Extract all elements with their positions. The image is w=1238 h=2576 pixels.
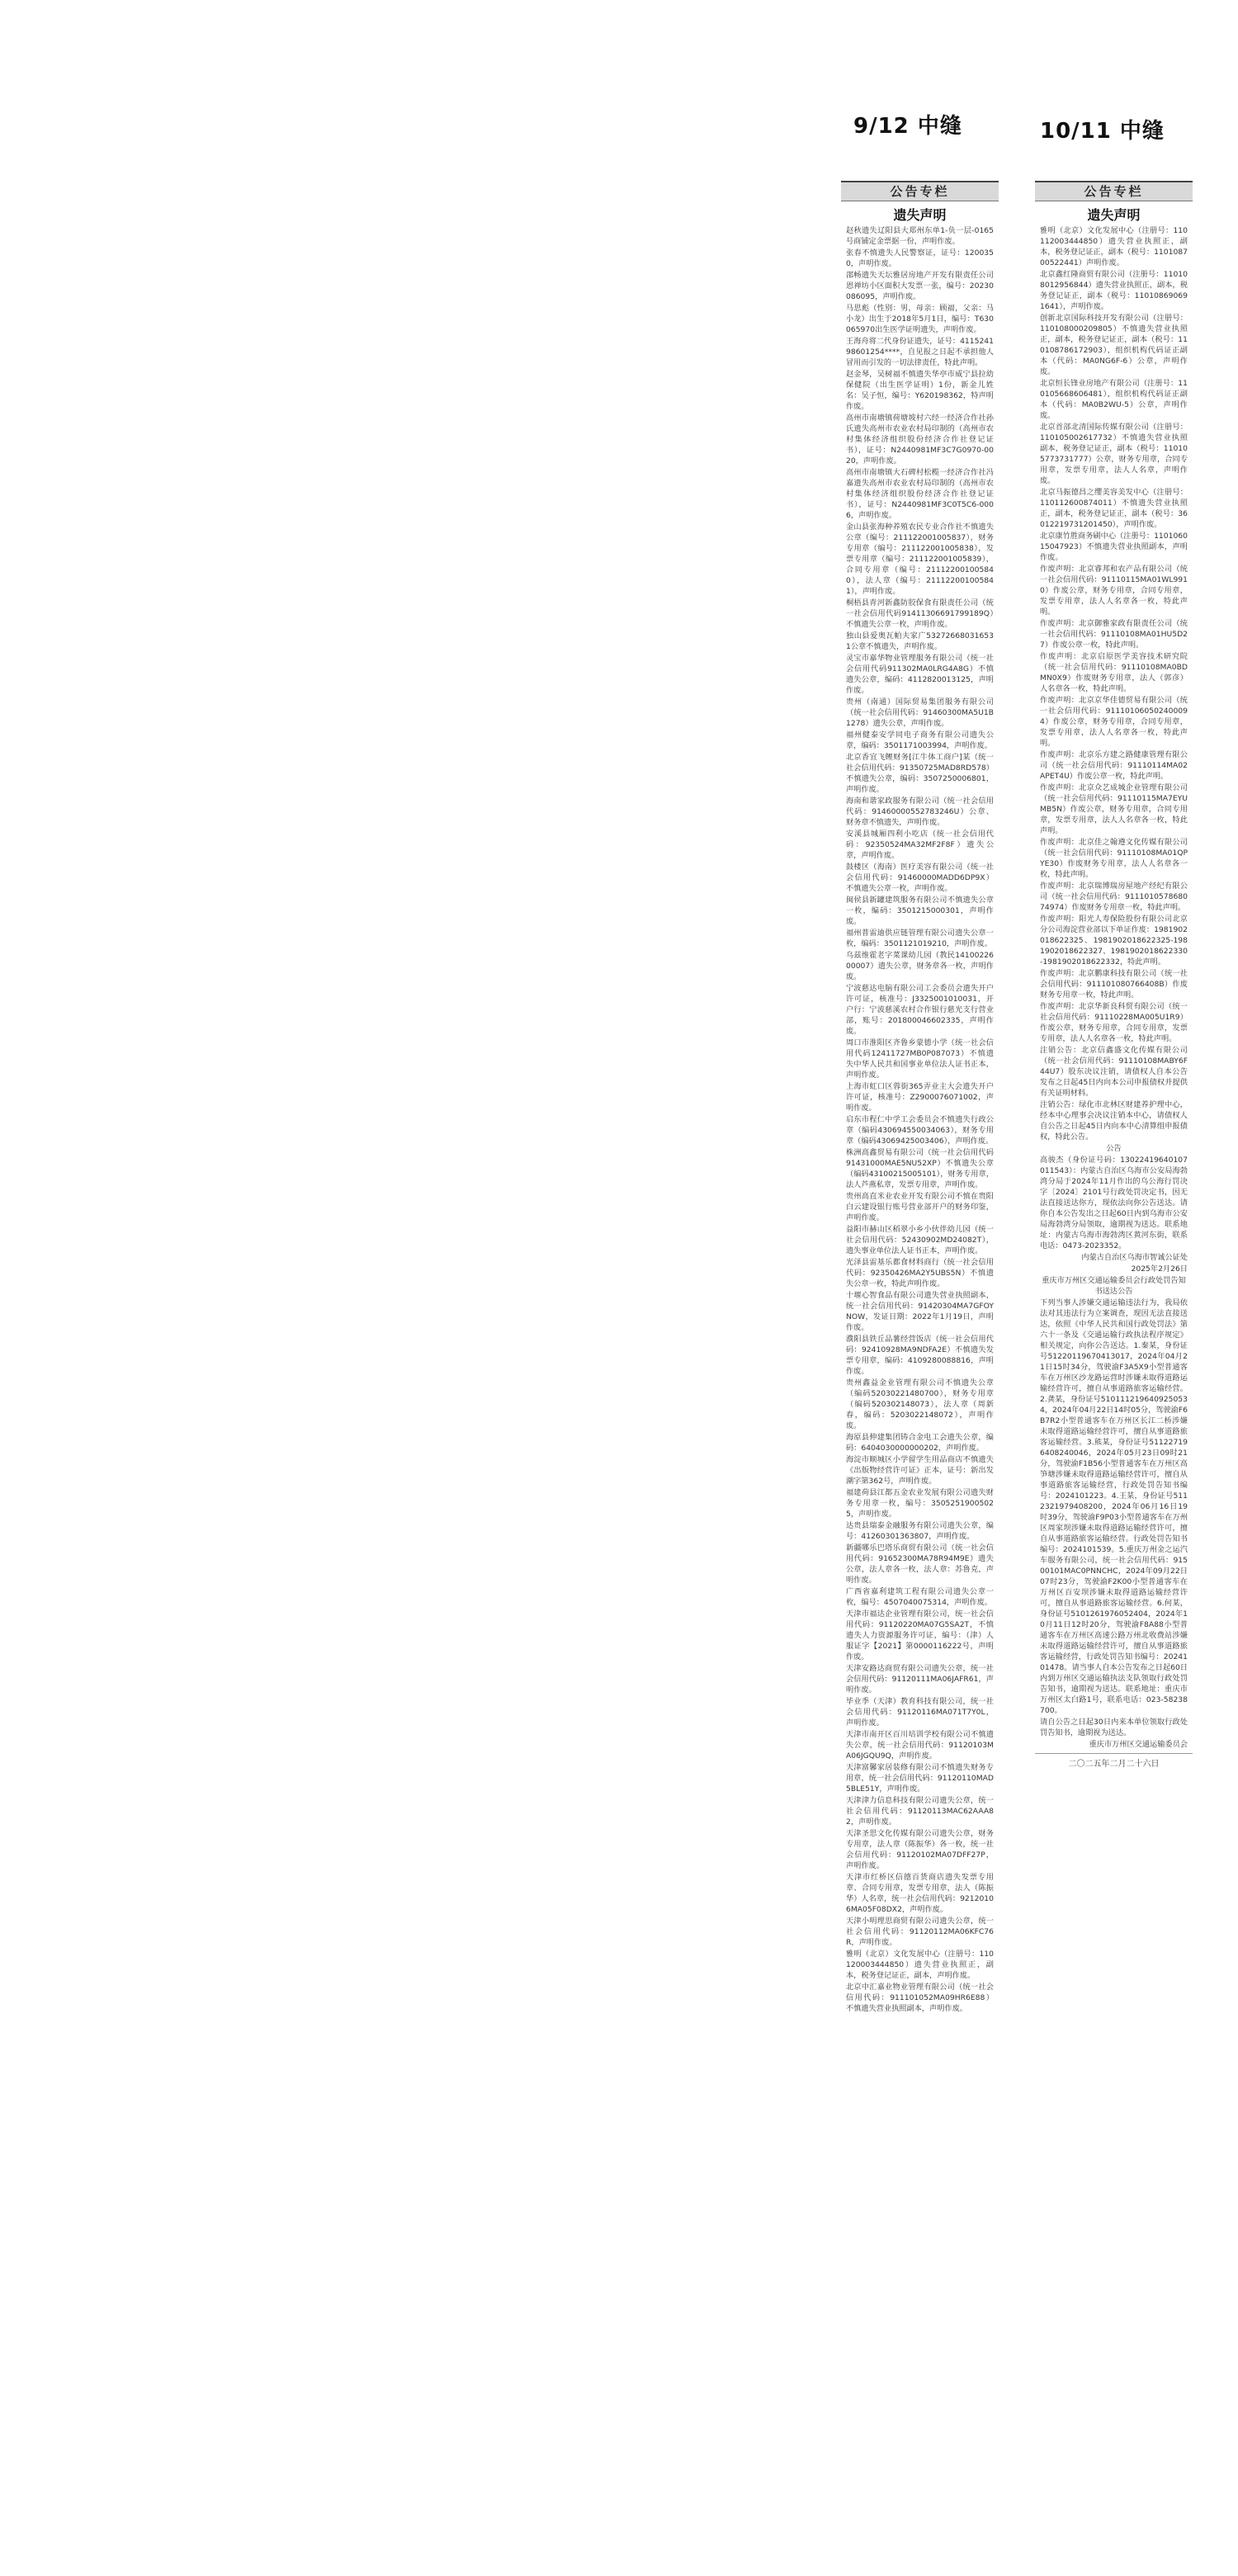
notice-paragraph: 闽侯县新罐建筑服务有限公司不慎遗失公章一枚，编码：3501215000301，声明作废。 <box>846 896 994 926</box>
notice-paragraph: 毕业季（天津）教育科技有限公司，统一社会信用代码：91120116MA071T7Y0L，声明作废。 <box>846 1697 994 1728</box>
notice-paragraph: 北京恒长锋业房地产有限公司（注册号：110105668606481），组织机构代码证正副本（代码：MA0B2WU-5）公章，声明作废。 <box>1040 379 1188 420</box>
column-header: 公告专栏 <box>1035 181 1193 201</box>
notice-column-left <box>841 181 999 2477</box>
notice-paragraph: 金山县张海种养殖农民专业合作社不慎遗失公章（编号：211122001005837），财务专用章（编号：211122001005838），发票专用章（编号：211122001005839），合同专用章（编号：211122001005840），法人章（编号：211122001005841），声明作废。 <box>846 522 994 596</box>
notice-paragraph: 雅明（北京）文化发展中心（注册号：110112003444850）遗失营业执照正，副本，税务登记证正，副本（税号：110108700522441）声明作废。 <box>1040 226 1188 267</box>
notice-paragraph: 海南和谐家政服务有限公司（统一社会信用代码：91460000552783246U）公章、财务章不慎遗失，声明作废。 <box>846 796 994 827</box>
notice-paragraph: 作废声明：北京京华佳德贸易有限公司（统一社会信用代码：911101060502400094）作废公章，财务专用章，合同专用章，发票专用章，法人人名章各一枚，特此声明。 <box>1040 696 1188 748</box>
notice-paragraph: 天津市红桥区信德百货商店遗失发票专用章、合同专用章，发票专用章，法人（陈振华）人名章，统一社会信用代码：92120106MA05F08DX2，声明作废。 <box>846 1873 994 1914</box>
notice-paragraph: 福建荷县江都五金农业发展有限公司遗失财务专用章一枚，编号：35052519005025，声明作废。 <box>846 1488 994 1519</box>
notice-paragraph: 灵宝市嘉华物业管理服务有限公司（统一社会信用代码911302MA0LRG4A8G）不慎遗失公章，编码：4112820013125，声明作废。 <box>846 654 994 695</box>
notice-paragraph: 天津安路达商贸有限公司遗失公章，统一社会信用代码：91120111MA06JAFR61，声明作废。 <box>846 1664 994 1694</box>
notice-paragraph: 作废声明：北京佳之翰遵文化传媒有限公司（统一社会信用代码：91110108MA01QPYE30）作废财务专用章，法人人名章各一枚，特此声明。 <box>1040 838 1188 879</box>
notice-paragraph: 作废声明：北京启原医学美容技术研究院（统一社会信用代码：91110108MA0BDMN0X9）作废财务专用章，法人（郭彦）人名章各一枚，特此声明。 <box>1040 652 1188 693</box>
notice-paragraph: 作废声明：北京华新良科贸有限公司（统一社会信用代码：91110228MA005U1R9）作废公章，财务专用章，合同专用章，发票专用章，法人人名章各一枚，特此声明。 <box>1040 1002 1188 1043</box>
notice-paragraph: 天津津力信息科技有限公司遗失公章，统一社会信用代码：91120113MAC62AAA82，声明作废。 <box>846 1796 994 1827</box>
notice-paragraph: 马思彪（性别：男，母亲：顾福，父亲：马小龙）出生于2018年5月1日，编号：T630065970出生医学证明遗失，声明作废。 <box>846 304 994 334</box>
column-body <box>1035 225 1193 1750</box>
notice-paragraph: 上海市虹口区蓉街365弄业主大会遗失开户许可证，核准号：Z2900076071002，声明作废。 <box>846 1082 994 1113</box>
notice-paragraph: 北京中汇嘉业物业管理有限公司（统一社会信用代码：911101052MA09HR6E88）不慎遗失营业执照副本，声明作废。 <box>846 1983 994 2013</box>
page-label-right: 10/11 中缝 <box>1040 119 1165 144</box>
notice-paragraph: 作废声明：北京鹏康科技有限公司（统一社会信用代码：911101080766408B）作废财务专用章一枚，特此声明。 <box>1040 969 1188 1000</box>
notice-paragraph: 2025年2月26日 <box>1131 1264 1188 1274</box>
notice-paragraph: 广西省嘉利建筑工程有限公司遗失公章一枚，编号：4507040075314，声明作废。 <box>846 1587 994 1607</box>
notice-paragraph: 光泽县雷基乐都食材料商行（统一社会信用代码：92350426MA2Y5UBS5N）不慎遗失公章一枚，特此声明作废。 <box>846 1258 994 1288</box>
notice-paragraph: 天津市福达企业管理有限公司，统一社会信用代码：91120220MA07G5SA2T，不慎遗失人力资源服务许可证，编号：（津）人服证字【2021】第0000116222号，声明作废。 <box>846 1609 994 1661</box>
notice-paragraph: 王海舟将二代身份证遗失，证号：411524198601254****，自见报之日起不承担他人冒用而引发的一切法律责任，特此声明。 <box>846 337 994 367</box>
notice-paragraph: 桐梧县青河新鑫防胶保食有限责任公司（统一社会信用代码91411306691799189Q）不慎遗失公章一枚，声明作废。 <box>846 598 994 629</box>
notice-column-right <box>1035 181 1193 2488</box>
notice-paragraph: 北京马振德昌之缨美容美发中心（注册号：110112600874011）不慎遗失营业执照正，副本，税务登记证正，副本（税号：36012219731201450），声明作废。 <box>1040 488 1188 529</box>
notice-paragraph: 赵秋遗失辽阳县大郑州东单1-负一层-0165号商铺定金票据一份，声明作废。 <box>846 226 994 246</box>
notice-paragraph: 贵州高直米业农业开发有限公司不慎在贵阳白云建设银行账号营业部开户的财务印鉴，声明作废。 <box>846 1192 994 1222</box>
notice-paragraph: 濮阳县铁丘品薯经营饭店（统一社会信用代码：92410928MA9NDFA2E）不慎遗失发票专用章，编码：4109280088816，声明作废。 <box>846 1335 994 1376</box>
notice-paragraph: 天津市南开区百川培训学校有限公司不慎遗失公章，统一社会信用代码：91120103MA06JGQU9Q，声明作废。 <box>846 1730 994 1761</box>
notice-paragraph: 下列当事人涉嫌交通运输违法行为，我局依法对其违法行为立案调查，现因无法直接送达，依照《中华人民共和国行政处罚法》第六十一条及《交通运输行政执法程序规定》相关规定，向你公告送达。1.秦某，身份证号51220119670413017，2024年04月21日15时34分，驾驶渝F3A5X9小型普通客车在万州区沙龙路运营时涉嫌未取得道路运输经营许可，擅自从事道路旅客运输经营。2.龚某，身份证号5101112196409250534，2024年04月22日14时05分，驾驶渝F6B7R2小型普通客车在万州区长江二桥涉嫌未取得道路运输经营许可，擅自从事道路旅客运输经营。3.熊某，身份证号511227196408240046，2024年05月23日09时21分，驾驶渝F1B56小型普通客车在万州区高笋塘涉嫌未取得道路运输经营许可，擅自从事道路旅客运输经营，行政处罚告知书编号：2024101223。4.王某，身份证号5112321979408200，2024年06月16日19时39分，驾驶渝F9P03小型普通客车在万州区周家坝涉嫌未取得道路运输经营许可，擅自从事道路旅客运输经营。行政处罚告知书编号：2024101539。5.重庆万州金之运汽车服务有限公司，统一社会信用代码：91500101MAC0PNNCHC，2024年09月22日07时23分，驾驶渝F2K00小型普通客车在万州区百安坝涉嫌未取得道路运输经营许可，擅自从事道路旅客运输经营。6.何某，身份证号5101261976052404，2024年10月11日12时20分，驾驶渝F8A88小型普通客车在万州区高速公路万州北收费站涉嫌未取得道路运输经营许可，擅自从事道路旅客运输经营，行政处罚告知书编号：2024101478。请当事人自本公告发布之日起60日内到万州区交通运输执法支队领取行政处罚告知书，逾期视为送达。联系地址：重庆市万州区太白路1号，联系电话：023-58238700。 <box>1040 1298 1188 1715</box>
notice-paragraph: 作废声明：北京瑞博瑞房屋地产经纪有限公司（统一社会信用代码：911101057868074974）作废财务专用章一枚，特此声明。 <box>1040 882 1188 912</box>
notice-paragraph: 作废声明：阳光人寿保险股份有限公司北京分公司海淀营业部以下单证作废：1981902018622325、1981902018622325-1981902018622327、1981902018622330-1981902018622332，特此声明。 <box>1040 915 1188 967</box>
notice-paragraph: 注销公告：绿化市北林区财建养护理中心，经本中心理事会决议注销本中心，请债权人自公告之日起45日内向本中心清算组申报债权，特此公告。 <box>1040 1100 1188 1141</box>
notice-paragraph: 高州市南塘镇荷塘坡村六经一经济合作社孙氏遗失高州市农业农村局印制的（高州市农村集体经济组织股份经济合作社登记证书），证号：N2440981MF3C7G0970-0020，声明作废。 <box>846 414 994 466</box>
column-body <box>841 225 999 2014</box>
notice-paragraph: 海淀市顺城区小学留学生用品商店不慎遗失《出版物经营许可证》正本，证号：新出发潮字第362号，声明作废。 <box>846 1455 994 1486</box>
notice-paragraph: 北京香宜飞鲤财务[江牛体工商户]某（统一社会信用代码：91350725MAD8RD578）不慎遗失公章，编码：3507250006801，声明作废。 <box>846 753 994 794</box>
page-label-left: 9/12 中缝 <box>853 114 962 139</box>
notice-paragraph: 邵畅遗失天坛雅居房地产开发有限责任公司恩禅坊小区面积大发票一张，编号：20230086095，声明作废。 <box>846 271 994 301</box>
notice-paragraph: 赵金琴，吴树福不慎遗失华亭市威宁县拉幼保健院（出生医学证明）1份，新金儿姓名：吴子恒，编号：Y620198362，特声明作废。 <box>846 370 994 411</box>
notice-paragraph: 新疆哪乐巴塔乐商贸有限公司（统一社会信用代码：91652300MA78R94M9E）遗失公章，法人章各一枚，法人章：苏鲁克，声明作废。 <box>846 1543 994 1585</box>
notice-paragraph: 作废声明：北京乐方建之路健康管理有限公司（统一社会信用代码：91110114MA02APET4U）作废公章一枚，特此声明。 <box>1040 750 1188 781</box>
notice-paragraph: 注销公告：北京信鑫盛文化传媒有限公司（统一社会信用代码：91110108MABY6F44U7）股东决议注销，请债权人自本公告发布之日起45日内向本公司申报债权并提供有关证明材料。 <box>1040 1046 1188 1098</box>
notice-paragraph: 乌兹维霍老字菜课幼儿园（教民1410022600007）遗失公章，财务章各一枚，声明作废。 <box>846 951 994 981</box>
notice-paragraph: 作废声明：北京睿邦和农产品有限公司（统一社会信用代码：91110115MA01WL9910）作废公章，财务专用章，合同专用章，发票专用章，法人人名章各一枚，特此声明。 <box>1040 565 1188 617</box>
notice-paragraph: 周口市淮阳区齐鲁乡蒙德小学（统一社会信用代码12411727MB0P087073）不慎遗失中华人民共和国事业单位法人证书正本，声明作废。 <box>846 1038 994 1080</box>
notice-paragraph: 达贵县瑞泰金融服务有限公司遗失公章，编号：41260301363807，声明作废。 <box>846 1521 994 1541</box>
notice-paragraph: 十堰心智食品有限公司遗失营业执照副本，统一社会信用代码：91420304MA7GFOYNOW，发证日期：2022年1月19日，声明作废。 <box>846 1291 994 1332</box>
notice-paragraph: 益阳市赫山区稻翠小乡小伙伴幼儿园（统一社会信用代码：52430902MD24082T），遗失事业单位法人证书正本，声明作废。 <box>846 1225 994 1255</box>
notice-paragraph: 海原县伸建集团铸合金电工会遗失公章，编码：6404030000000202，声明作废。 <box>846 1433 994 1453</box>
notice-paragraph: 雅明（北京）文化发展中心（注册号：110120003444850）遗失营业执照正，副本，税务登记证正，副本，声明作废。 <box>846 1950 994 1980</box>
notice-paragraph: 天津圣思文化传媒有限公司遗失公章，财务专用章，法人章（陈振华）各一枚，统一社会信用代码：91120102MA07DFF27P，声明作废。 <box>846 1829 994 1870</box>
notice-paragraph: 福州普雷迪供应链管理有限公司遗失公章一枚，编码：3501121019210，声明作废。 <box>846 929 994 948</box>
column-title: 遗失声明 <box>893 207 947 223</box>
notice-paragraph: 北京首部北清国际传媒有限公司（注册号：110105002617732）不慎遗失营业执照副本，税务登记证正，副本（税号：110105773731777）公章，财务专用章，合同专用章，发票专用章，法人人名章，声明作废。 <box>1040 423 1188 485</box>
column-header: 公告专栏 <box>841 181 999 201</box>
notice-paragraph: 鼓楼区（海南）医疗美容有限公司（统一社会信用代码：91460000MADD6DP9X）不慎遗失公章一枚，声明作废。 <box>846 863 994 893</box>
notice-paragraph: 公告 <box>1106 1144 1122 1153</box>
notice-paragraph: 高骏杰（身份证号码：13022419640107011543）：内蒙古自治区乌海市公安局海勃湾分局于2024年11月作出的乌公海行罚决字〔2024〕2101号行政处罚决定书，因无法直接送达你方，现依法向你公告送达。请你自本公告发出之日起60日内到乌海市公安局海勃湾分局领取，逾期视为送达。联系地址：内蒙古乌海市海勃湾区黄河东街，联系电话：0473-2023352。 <box>1040 1156 1188 1250</box>
notice-paragraph: 天津富馨家居装修有限公司不慎遗失财务专用章，统一社会信用代码：91120110MAD5BLE51Y，声明作废。 <box>846 1763 994 1794</box>
notice-paragraph: 作废声明：北京众艺成城企业管理有限公司（统一社会信用代码：91110115MA7EYUMB5N）作废公章，财务专用章，合同专用章，发票专用章，法人人名章各一枚，特此声明。 <box>1040 783 1188 835</box>
notice-paragraph: 内蒙古自治区乌海市智诚公证处 <box>1081 1253 1188 1262</box>
notice-paragraph: 安溪县城厢四利小吃店（统一社会信用代码：92350524MA32MF2F8F）遗失公章，声明作废。 <box>846 830 994 860</box>
notice-paragraph: 宁波慈达电脑有限公司工会委员会遗失开户许可证，核准号：J3325001010031，开户行：宁波慈溪农村合作银行慈光支行营业部，账号：201800046602335，声明作废。 <box>846 984 994 1036</box>
notice-paragraph: 请自公告之日起30日内来本单位领取行政处罚告知书，逾期视为送达。 <box>1040 1718 1188 1737</box>
notice-paragraph: 福州健泰安学同电子商务有限公司遗失公章，编码：3501171003994，声明作废。 <box>846 730 994 750</box>
notice-paragraph: 独山县爱奥瓦帕夫家广532726680316531公章不慎遗失，声明作废。 <box>846 631 994 651</box>
notice-paragraph: 天津小明理思商贸有限公司遗失公章，统一社会信用代码：91120112MA06KFC76R，声明作废。 <box>846 1917 994 1947</box>
column-date: 二〇二五年二月二十六日 <box>1068 1760 1160 1769</box>
notice-paragraph: 贵州（南通）国际贸易集团服务有限公司（统一社会信用代码：91460300MA5U1B1278）遗失公章，声明作废。 <box>846 697 994 728</box>
column-title: 遗失声明 <box>1087 207 1141 223</box>
notice-paragraph: 高州市南塘镇大石碑村松榄一经济合作社冯嘉遗失高州市农业农村局印制的（高州市农村集体经济组织股份经济合作社登记证书），证号：N2440981MF3C0T5C6-0006，声明作废。 <box>846 468 994 520</box>
notice-paragraph: 重庆市万州区交通运输委员会 <box>1089 1740 1188 1749</box>
notice-paragraph: 张春不慎遗失人民警察证，证号：1200350，声明作废。 <box>846 248 994 268</box>
notice-paragraph: 株洲高鑫贸易有限公司（统一社会信用代码91431000MAE5NU52XP）不慎遗失公章（编码43100215005101），财务专用章，法人芦燕私章，发票专用章，声明作废。 <box>846 1148 994 1189</box>
notice-paragraph: 创新北京国际科技开发有限公司（注册号：110108000209805）不慎遗失营业执照正，副本，税务登记证正，副本（税号：110108786172903），组织机构代码证正副本（代码：MA0NG6F-6）公章，声明作废。 <box>1040 314 1188 376</box>
notice-paragraph: 贵州鑫益金业管理有限公司不慎遗失公章（编码52030221480700），财务专用章（编码520302148073），法人章（周新春，编码：5203022148072），声明作废。 <box>846 1378 994 1430</box>
notice-paragraph: 北京康竹胜商务刷中心（注册号：110106015047923）不慎遗失营业执照副本，声明作废。 <box>1040 532 1188 562</box>
notice-paragraph: 重庆市万州区交通运输委员会行政处罚告知书送达公告 <box>1042 1276 1186 1296</box>
notice-paragraph: 作废声明：北京御雅家政有限责任公司（统一社会信用代码：91110108MA01HU5D27）作废公章一枚，特此声明。 <box>1040 619 1188 650</box>
notice-paragraph: 启东市程仁中学工会委员会不慎遗失行政公章（编码430694550034063），财务专用章（编码43069425003406），声明作废。 <box>846 1115 994 1146</box>
notice-paragraph: 北京鑫红隆商贸有限公司（注册号：110108012956844）遗失营业执照正，副本，税务登记证正，副本（税号：110108690691641），声明作废。 <box>1040 270 1188 311</box>
